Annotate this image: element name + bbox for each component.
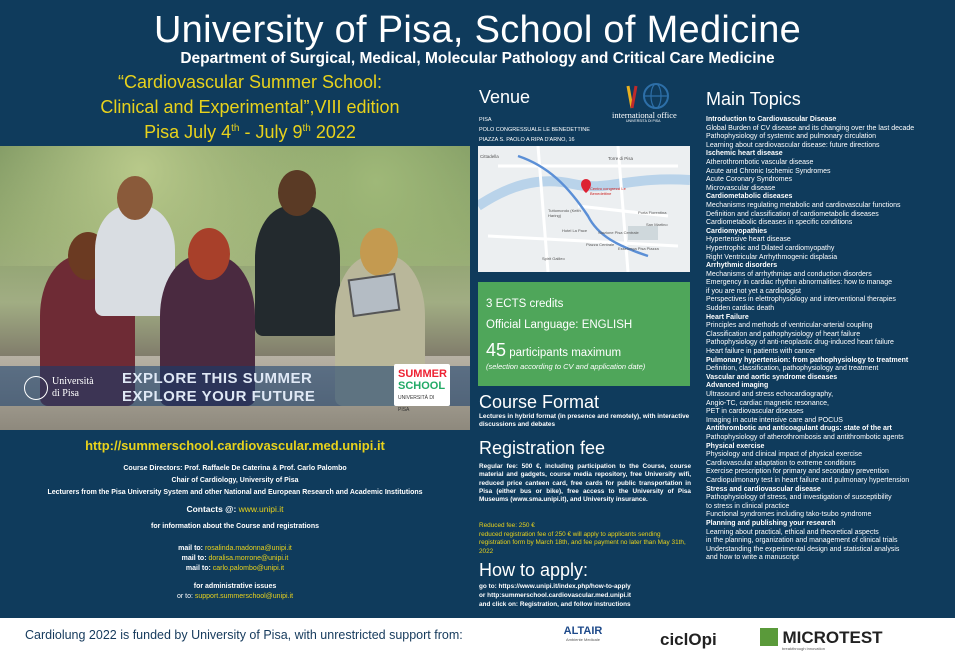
topic-heading: Heart Failure [706, 313, 749, 321]
topic-item: if you are not yet a cardiologist [706, 287, 801, 295]
university-logo: Università di Pisa [24, 374, 110, 410]
summer-school-link[interactable]: http://summerschool.cardiovascular.med.unipi.it [85, 438, 385, 453]
apply-line3: and click on: Registration, and follow instructions [479, 601, 631, 608]
altair-logo: ALTAIR Ambiente Medicale [563, 625, 603, 642]
topic-item: Hypertrophic and Dilated cardiomyopathy [706, 244, 835, 252]
topic-item: PET in cardiovascular diseases [706, 408, 804, 416]
topic-item: Understanding the experimental design and statistical analysis [706, 545, 900, 553]
official-language: Official Language: ENGLISH [486, 319, 633, 331]
topic-heading: Cardiomyopathies [706, 227, 768, 235]
admin-mail-link[interactable]: support.summerschool@unipi.it [194, 593, 294, 600]
mail-link-1[interactable]: rosalinda.madonna@unipi.it [204, 545, 292, 552]
topic-item: Definition, classification, pathophysiology and treatment [706, 365, 879, 373]
course-format-heading: Course Format [479, 392, 600, 412]
topic-item: Hypertensive heart disease [706, 236, 791, 244]
topic-item: Exercise prescription for primary and secondary prevention [706, 468, 889, 476]
ects-credits: 3 ECTS credits [486, 298, 564, 310]
mail-link-2[interactable]: doralisa.morrone@unipi.it [208, 555, 289, 562]
unipi-link[interactable]: www.unipi.it [238, 504, 284, 514]
topic-item: Pathophysiology of systemic and pulmonary circulation [706, 133, 877, 141]
international-office-logo: international office UNIVERSITÀ DI PISA [608, 82, 692, 124]
admin-issues-label: for administrative issues [193, 583, 277, 590]
topic-item: Imaging in acute intensive care and POCUS [706, 416, 843, 424]
topic-heading: Planning and publishing your research [706, 519, 836, 527]
topic-heading: Cardiometabolic diseases [706, 193, 793, 201]
summer-school-dates: Pisa July 4th - July 9th 2022 [144, 122, 356, 142]
topic-heading: Arrhythmic disorders [706, 262, 778, 270]
apply-line1[interactable]: go to: https://www.unipi.it/index.php/how-to-apply [479, 583, 631, 590]
topic-heading: Antithrombotic and anticoagulant drugs: state of the art [706, 425, 892, 433]
topic-item: Perspectives in elettrophysiology and interventional therapies [706, 296, 896, 304]
chair-of-cardiology: Chair of Cardiology, University of Pisa [171, 477, 299, 484]
topic-item: Acute and Chronic Ischemic Syndromes [706, 167, 831, 175]
topic-item: Functional syndromes including tako-tsubo syndrome [706, 511, 872, 519]
topic-item: Pathophysiology of stress, and investigation of susceptibility [706, 494, 892, 502]
apply-heading: How to apply: [479, 560, 589, 580]
explore-line2: EXPLORE YOUR FUTURE [122, 388, 316, 405]
mail-line-2: mail to: doralisa.morrone@unipi.it [181, 555, 289, 562]
globe-icon [608, 82, 692, 112]
venue-address: PIAZZA S. PAOLO A RIPA D'ARNO, 16 [479, 137, 575, 143]
topic-item: Principles and methods of ventricular-arterial coupling [706, 322, 873, 330]
venue-heading: Venue [479, 87, 531, 107]
topic-item: Atherothrombotic vascular disease [706, 158, 814, 166]
venue-city: PISA [479, 117, 492, 123]
regular-fee-text: Regular fee: 500 €, including participation to the Course, course material and gadgets, course media repository, free University wifi, reduced price canteen card, free cards for public transportation in Pisa (either bus or bike), free access to the University of Pisa Museums (www.sma.unipi.it), and University insurance. [479, 463, 691, 504]
department-subtitle: Department of Surgical, Medical, Molecular Pathology and Critical Care Medicine [180, 50, 775, 67]
topic-heading: Introduction to Cardiovascular Disease [706, 116, 837, 123]
university-seal-icon [24, 376, 48, 400]
topic-heading: Physical exercise [706, 442, 765, 450]
topic-heading: Pulmonary hypertension: from pathophysiology to treatment [706, 356, 909, 364]
topic-item: Sudden cardiac death [706, 305, 775, 313]
topic-item: Cardiopulmonary test in heart failure and pulmonary hypertension [706, 476, 910, 484]
mail-link-3[interactable]: carlo.palombo@unipi.it [212, 565, 285, 572]
topic-item: Definition and classification of cardiometabolic diseases [706, 210, 879, 218]
topic-item: Mechanisms of arrhythmias and conduction disorders [706, 270, 872, 278]
topic-heading: Ischemic heart disease [706, 150, 783, 158]
topic-item: Cardiovascular adaptation to extreme conditions [706, 459, 856, 467]
topic-item: and how to write a manuscript [706, 554, 799, 562]
topic-heading: Stress and cardiovascular disease [706, 485, 821, 493]
topic-item: Pathophysiology of anti-neoplastic drug-induced heart failure [706, 339, 894, 347]
topic-item: to stress in clinical practice [706, 502, 790, 510]
topic-item: Mechanisms regulating metabolic and cardiovascular functions [706, 201, 901, 209]
microtest-icon [760, 628, 778, 646]
topic-item: Angio-TC, cardiac magnetic resonance, [706, 399, 829, 407]
mail-line-3: mail to: carlo.palombo@unipi.it [185, 565, 285, 572]
topic-item: Physiology and clinical impact of physical exercise [706, 451, 863, 459]
registration-info-label: for information about the Course and registrations [150, 523, 319, 530]
ciclopi-logo: ciclOpi [660, 630, 717, 649]
topic-item: Heart failure in patients with cancer [706, 348, 816, 356]
mail-line-1: mail to: rosalinda.madonna@unipi.it [178, 545, 292, 552]
topic-item: Emergency in cardiac rhythm abnormalities: how to manage [706, 279, 892, 287]
topic-item: Learning about practical, ethical and theoretical aspects [706, 528, 879, 536]
topic-item: Microvascular disease [706, 184, 776, 192]
venue-map[interactable]: Cittadella Torre di Pisa Centro congressi Le Benedettine Tuttomondo (Keith Haring) Hotel La Pace Stazione Pisa Centrale San Martino Porta Fiorentina Esselunga Pisa Piazza Piazza Centrale Spirit Galileo [478, 146, 690, 272]
apply-line2[interactable]: or http:summerschool.cardiovascular.med.unipi.it [479, 592, 631, 599]
reduced-fee-text: reduced registration fee of 250 € will apply to applicants sending registration form by March 18th, and fee payment no later than May 31th, 2022 [479, 531, 686, 555]
topic-item: Ultrasound and stress echocardiography, [706, 391, 834, 398]
contacts-line: Contacts @: www.unipi.it [186, 504, 284, 514]
course-directors: Course Directors: Prof. Raffaele De Caterina & Prof. Carlo Palombo [123, 465, 347, 472]
summer-school-logo: SUMMER SCHOOL UNIVERSITÀ DI PISA [394, 364, 450, 406]
venue-place: POLO CONGRESSUALE LE BENEDETTINE [479, 127, 590, 133]
topic-item: Right Ventricular Arrhythmogenic displasia [706, 253, 838, 261]
registration-heading: Registration fee [479, 438, 606, 458]
participants-max: 45 participants maximum [486, 340, 622, 360]
lecturers-info: Lecturers from the Pisa University System and other National and European Research and Academic Institutions [47, 489, 423, 496]
topic-item: Acute Coronary Syndromes [706, 176, 792, 184]
main-topics-list [706, 116, 951, 563]
topic-item: Global Burden of CV disease and its changing over the last decade [706, 124, 915, 132]
summer-school-title-line2: Clinical and Experimental”,VIII edition [100, 97, 400, 117]
reduced-fee-title: Reduced fee: 250 € [479, 522, 535, 529]
topic-heading: Advanced imaging [706, 382, 769, 390]
topic-item: Classification and pathophysiology of heart failure [706, 330, 861, 338]
topic-item: Learning about cardiovascular disease: future directions [706, 141, 880, 149]
topic-item: Pathophysiology of atherothrombosis and antithrombotic agents [706, 433, 904, 441]
course-format-text: Lectures in hybrid format (in presence and remotely), with interactive discussions and debates [479, 413, 690, 429]
microtest-logo: MICROTEST breakthrough innovation [760, 628, 883, 648]
page-title: University of Pisa, School of Medicine [153, 9, 802, 51]
admin-mail-line: or to: support.summerschool@unipi.it [176, 593, 294, 600]
topic-item: Cardiometabolic diseases in specific conditions [706, 219, 853, 227]
credits-box [478, 282, 690, 386]
explore-line1: EXPLORE THIS SUMMER [122, 370, 313, 387]
selection-criteria: (selection according to CV and application date) [486, 362, 646, 371]
footer-text: Cardiolung 2022 is funded by University of Pisa, with unrestricted support from: [25, 628, 463, 642]
topic-heading: Vascular and aortic syndrome diseases [706, 373, 838, 381]
topic-item: in the planning, organization and management of clinical trials [706, 537, 898, 545]
main-topics-heading: Main Topics [706, 89, 801, 109]
summer-school-title-line1: “Cardiovascular Summer School: [117, 72, 383, 92]
